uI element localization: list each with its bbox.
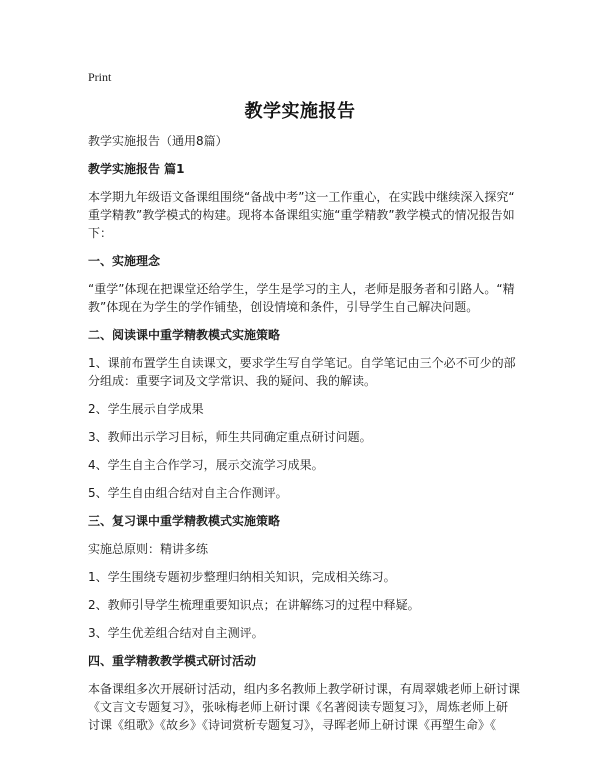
text-line: 2、教师引导学生梳理重要知识点；在讲解练习的过程中释疑。 (88, 598, 420, 612)
paragraph (88, 132, 520, 150)
text-line: 三、复习课中重学精教模式实施策略 (88, 514, 281, 528)
text-line: 本学期九年级语文备课组围绕“备战中考”这一工作重心，在实践中继续深入探究“ (88, 190, 515, 204)
text-line: 1、课前布置学生自读课文，要求学生写自学笔记。自学笔记由三个必不可少的部 (88, 356, 516, 370)
text-line: 1、学生围绕专题初步整理归纳相关知识，完成相关练习。 (88, 570, 396, 584)
text-line: 下： (88, 226, 113, 240)
paragraph (88, 484, 520, 502)
text-line: 3、学生优差组合结对自主测评。 (88, 626, 264, 640)
paragraph (88, 400, 520, 418)
section-heading (88, 160, 520, 178)
text-line: 2、学生展示自学成果 (88, 402, 204, 416)
paragraph (88, 540, 520, 558)
paragraph (88, 280, 520, 316)
paragraph (88, 596, 520, 614)
print-label: Print (88, 70, 112, 84)
paragraph (88, 624, 520, 642)
paragraph (88, 680, 520, 734)
text-line: 《文言文专题复习》，张咏梅老师上研讨课《名著阅读专题复习》，周炼老师上研 (88, 700, 509, 714)
text-line: 教学实施报告（通用8篇） (88, 134, 228, 148)
text-line: 重学精教”教学模式的构建。现将本备课组实施“重学精教”教学模式的情况报告如 (88, 208, 515, 222)
text-line: 二、阅读课中重学精教模式实施策略 (88, 328, 281, 342)
document-title: 教学实施报告 (244, 101, 356, 122)
paragraph (88, 354, 520, 390)
paragraph (88, 188, 520, 242)
text-line: 实施总原则：精讲多练 (88, 542, 209, 556)
text-line: 四、重学精教教学模式研讨活动 (88, 654, 257, 668)
paragraph (88, 568, 520, 586)
text-line: 5、学生自由组合结对自主合作测评。 (88, 486, 288, 500)
section-heading (88, 652, 520, 670)
text-line: 一、实施理念 (88, 254, 161, 268)
text-line: 教”体现在为学生的学作铺垫，创设情境和条件，引导学生自己解决问题。 (88, 300, 479, 314)
text-line: 讨课《组歌》《故乡》《诗词赏析专题复习》，寻晖老师上研讨课《再塑生命》《 (88, 718, 497, 732)
text-line: “重学”体现在把课堂还给学生，学生是学习的主人，老师是服务者和引路人。“精 (88, 282, 515, 296)
paragraph (88, 428, 520, 446)
section-heading (88, 512, 520, 530)
paragraph (88, 456, 520, 474)
section-heading (88, 326, 520, 344)
section-heading (88, 252, 520, 270)
text-line: 3、教师出示学习目标，师生共同确定重点研讨问题。 (88, 430, 372, 444)
text-line: 分组成：重要字词及文学常识、我的疑问、我的解读。 (88, 374, 377, 388)
document-body (88, 132, 520, 744)
text-line: 教学实施报告 篇1 (88, 162, 185, 176)
text-line: 4、学生自主合作学习，展示交流学习成果。 (88, 458, 324, 472)
text-line: 本备课组多次开展研讨活动，组内多名教师上教学研讨课，有周翠娥老师上研讨课 (88, 682, 521, 696)
